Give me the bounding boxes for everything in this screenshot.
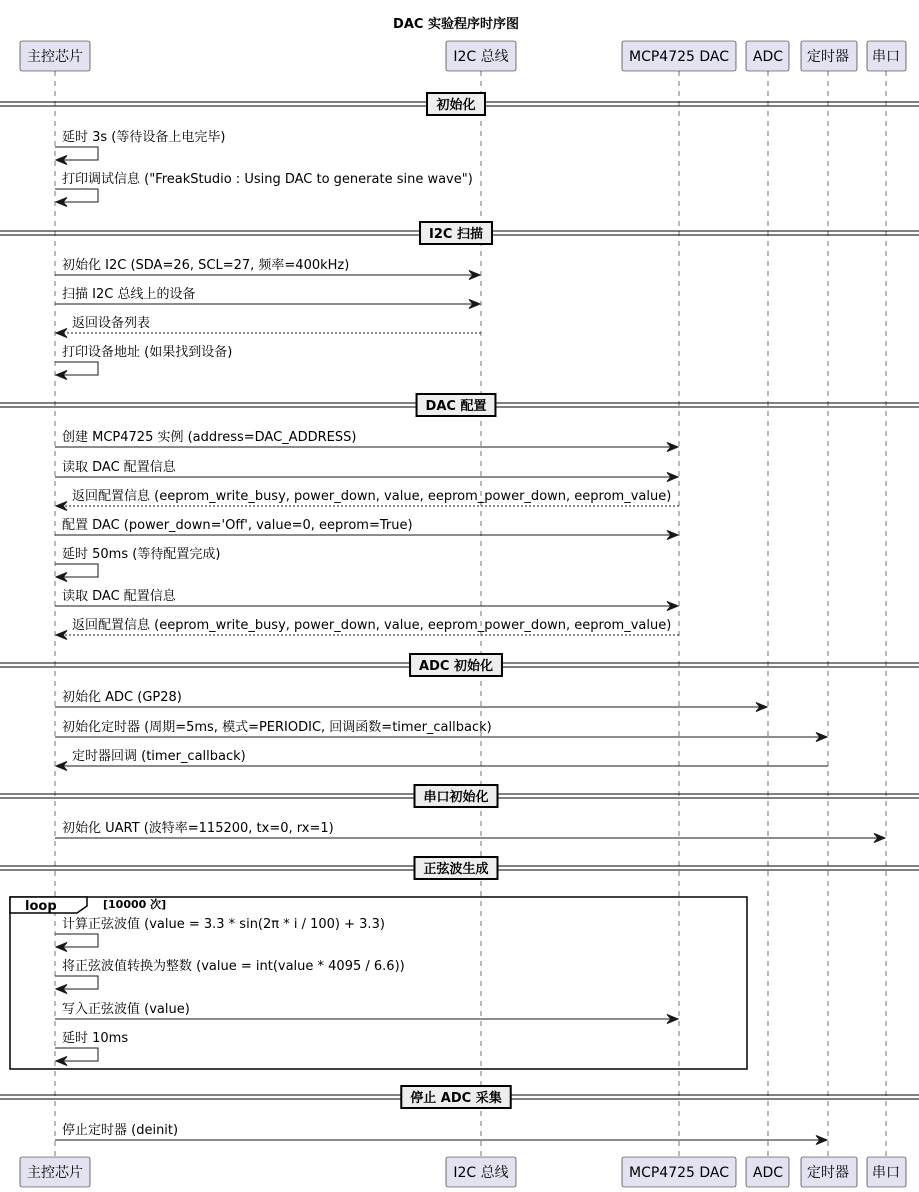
participant-label: 主控芯片 (27, 1165, 83, 1181)
message (55, 1123, 827, 1145)
participant-label: I2C 总线 (453, 1165, 509, 1181)
message-label: 初始化定时器 (周期=5ms, 模式=PERIODIC, 回调函数=timer_callback) (62, 720, 492, 735)
message (55, 344, 232, 380)
message-label: 创建 MCP4725 实例 (address=DAC_ADDRESS) (62, 430, 357, 445)
message (55, 958, 405, 994)
section-label: DAC 配置 (425, 399, 487, 414)
message-label: 计算正弦波值 (value = 3.3 * sin(2π * i / 100) + 3.3) (62, 917, 385, 932)
message (55, 257, 480, 280)
section-divider (0, 654, 919, 676)
participant-dac-top (622, 41, 736, 71)
message-label: 返回配置信息 (eeprom_write_busy, power_down, value, eeprom_power_down, eeprom_value) (72, 618, 672, 633)
participant-timer-top (801, 41, 857, 71)
message (55, 1031, 128, 1066)
participant-label: ADC (752, 1165, 784, 1181)
participant-label: ADC (752, 49, 784, 65)
participant-i2c-top (446, 41, 516, 71)
message (55, 459, 678, 482)
message-label: 初始化 UART (波特率=115200, tx=0, rx=1) (62, 821, 334, 836)
loop-condition: [10000 次] (103, 898, 167, 911)
section-divider (0, 857, 919, 879)
message-label: 初始化 I2C (SDA=26, SCL=27, 频率=400kHz) (62, 258, 350, 273)
participant-timer-bottom (801, 1157, 857, 1187)
section-divider (0, 785, 919, 807)
message (55, 588, 678, 611)
participant-label: 定时器 (807, 49, 849, 65)
message-label: 配置 DAC (power_down='Off', value=0, eeprom=True) (62, 518, 413, 533)
participant-label: 串口 (872, 49, 900, 65)
message (55, 429, 678, 452)
section-label: 初始化 (436, 98, 476, 113)
message-label: 定时器回调 (timer_callback) (72, 749, 246, 764)
message (56, 749, 828, 771)
participant-i2c-bottom (446, 1157, 516, 1187)
message-label: 写入正弦波值 (value) (62, 1002, 190, 1017)
participant-uart-bottom (867, 1157, 906, 1187)
loop-label: loop (25, 899, 57, 914)
message-label: 扫描 I2C 总线上的设备 (62, 287, 196, 302)
participant-adc-bottom (746, 1157, 789, 1187)
section-divider (0, 394, 919, 416)
message (55, 690, 767, 712)
participant-label: 串口 (872, 1165, 900, 1181)
message (55, 1001, 678, 1024)
message (55, 820, 885, 843)
participant-label: MCP4725 DAC (628, 1165, 730, 1181)
message-label: 延时 10ms (62, 1031, 129, 1046)
participant-uart-top (867, 41, 906, 71)
participant-label: I2C 总线 (453, 49, 509, 65)
diagram-title: DAC 实验程序时序图 (393, 17, 519, 32)
message (55, 129, 225, 165)
participant-mcu-bottom (20, 1157, 90, 1187)
message (55, 286, 480, 309)
message-label: 停止定时器 (deinit) (62, 1123, 179, 1138)
message-label: 延时 50ms (等待配置完成) (62, 547, 221, 562)
section-divider (0, 93, 919, 115)
message (55, 916, 385, 952)
diagram-content (0, 93, 919, 1145)
section-label: 正弦波生成 (423, 862, 489, 877)
participant-label: 主控芯片 (27, 49, 83, 65)
message-label: 延时 3s (等待设备上电完毕) (62, 130, 226, 145)
message-label: 打印调试信息 ("FreakStudio : Using DAC to generate sine wave") (62, 172, 473, 187)
message-label: 读取 DAC 配置信息 (62, 589, 176, 604)
participant-mcu-top (20, 41, 90, 71)
message-label: 将正弦波值转换为整数 (value = int(value * 4095 / 6.6)) (62, 959, 405, 974)
message-label: 初始化 ADC (GP28) (62, 690, 182, 705)
section-label: ADC 初始化 (419, 659, 493, 674)
participant-headers-bottom (20, 1157, 906, 1187)
message-label: 返回配置信息 (eeprom_write_busy, power_down, value, eeprom_power_down, eeprom_value) (72, 489, 672, 504)
message (55, 719, 827, 742)
section-label: 停止 ADC 采集 (410, 1091, 502, 1106)
message (55, 518, 678, 540)
arrow-head (56, 329, 67, 338)
message-label: 读取 DAC 配置信息 (62, 460, 176, 475)
message-label: 打印设备地址 (如果找到设备) (62, 345, 233, 360)
message (56, 315, 481, 338)
participant-adc-top (746, 41, 789, 71)
message (56, 617, 679, 640)
message-label: 返回设备列表 (72, 316, 151, 331)
participant-label: 定时器 (807, 1165, 849, 1181)
participant-label: MCP4725 DAC (628, 49, 730, 65)
participant-headers-top (20, 41, 906, 71)
message (55, 546, 220, 582)
section-divider (0, 222, 919, 244)
message (55, 171, 473, 207)
section-label: I2C 扫描 (429, 227, 483, 242)
participant-dac-bottom (622, 1157, 736, 1187)
section-divider (0, 1086, 919, 1108)
section-label: 串口初始化 (423, 790, 489, 805)
message (56, 488, 679, 511)
